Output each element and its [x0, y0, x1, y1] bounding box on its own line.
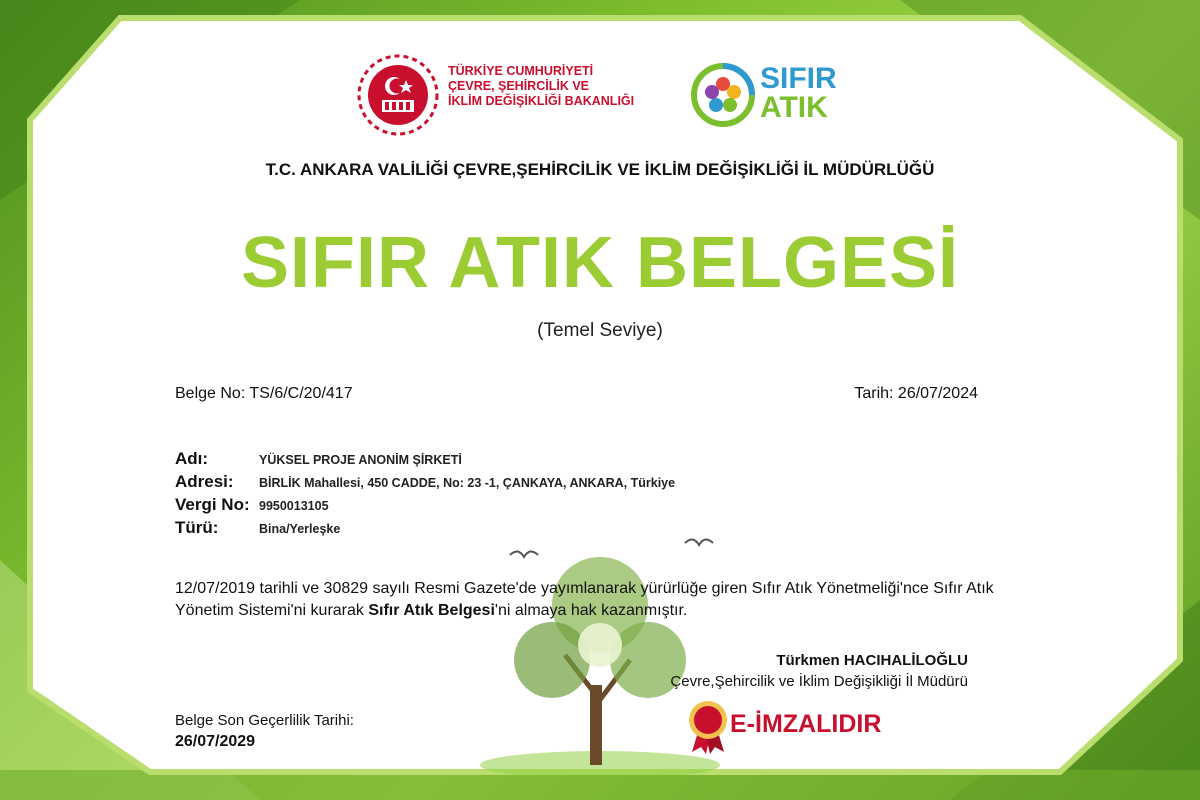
zero-waste-word-atik: ATIK: [760, 91, 828, 124]
field-label: Adresi:: [175, 472, 234, 491]
field-label: Türü:: [175, 518, 219, 537]
issuing-directorate: T.C. ANKARA VALİLİĞİ ÇEVRE,ŞEHİRCİLİK VE İKLİM DEĞİŞİKLİĞİ İL MÜDÜRLÜĞÜ: [265, 160, 935, 179]
issue-date: Tarih: 26/07/2024: [854, 385, 978, 402]
document-number: Belge No: TS/6/C/20/417: [175, 385, 353, 402]
field-row-type: [175, 518, 675, 541]
field-label: Vergi No:: [175, 495, 250, 514]
certificate-statement: [175, 578, 1035, 622]
field-value: Bina/Yerleşke: [259, 522, 341, 536]
zero-waste-flower-icon: [690, 58, 756, 132]
statement-bold: Sıfır Atık Belgesi: [368, 602, 495, 619]
validity-label: Belge Son Geçerlilik Tarihi:: [175, 712, 354, 729]
signatory-title: Çevre,Şehircilik ve İklim Değişikliği İl Müdürü: [670, 673, 968, 690]
statement-part2: 'ni almaya hak kazanmıştır.: [494, 602, 688, 619]
zero-waste-logo: [690, 58, 860, 138]
field-value: 9950013105: [259, 499, 329, 513]
statement-part1: 12/07/2019 tarihli ve 30829 sayılı Resmi Gazete'de yayımlanarak yürürlüğe giren Sıfır Atık Yönetmeliği'nce Sıfır Atık Yönetim Sistemi'ni kurarak: [175, 580, 994, 619]
validity-block: [175, 712, 354, 751]
holder-info: [175, 449, 675, 541]
ministry-name-line3: İKLİM DEĞİŞİKLİĞİ BAKANLIĞI: [448, 94, 635, 108]
certificate-title: SIFIR ATIK BELGESİ: [240, 223, 960, 303]
ministry-name-line2: ÇEVRE, ŞEHİRCİLİK VE: [448, 79, 589, 93]
certificate-level: (Temel Seviye): [537, 320, 663, 341]
field-row-address: [175, 472, 675, 495]
validity-date: 26/07/2029: [175, 733, 256, 750]
e-signature-seal: [684, 698, 904, 754]
e-signed-label: E-İMZALIDIR: [730, 710, 882, 738]
field-label: Adı:: [175, 449, 209, 468]
ministry-logo: [356, 52, 656, 142]
zero-waste-wordmark: [760, 64, 837, 122]
ministry-emblem-icon: [356, 52, 440, 138]
ministry-name: [448, 64, 634, 109]
zero-waste-word-sifir: SIFIR: [760, 62, 837, 95]
field-row-name: [175, 449, 675, 472]
field-value: YÜKSEL PROJE ANONİM ŞİRKETİ: [259, 453, 462, 467]
field-value: BİRLİK Mahallesi, 450 CADDE, No: 23 -1, ÇANKAYA, ANKARA, Türkiye: [259, 476, 676, 490]
ministry-name-line1: TÜRKİYE CUMHURİYETİ: [448, 64, 594, 78]
signatory: [670, 652, 968, 690]
signatory-name: Türkmen HACIHALİLOĞLU: [776, 652, 968, 669]
seal-rosette-icon: [684, 698, 732, 754]
field-row-tax-no: [175, 495, 675, 518]
